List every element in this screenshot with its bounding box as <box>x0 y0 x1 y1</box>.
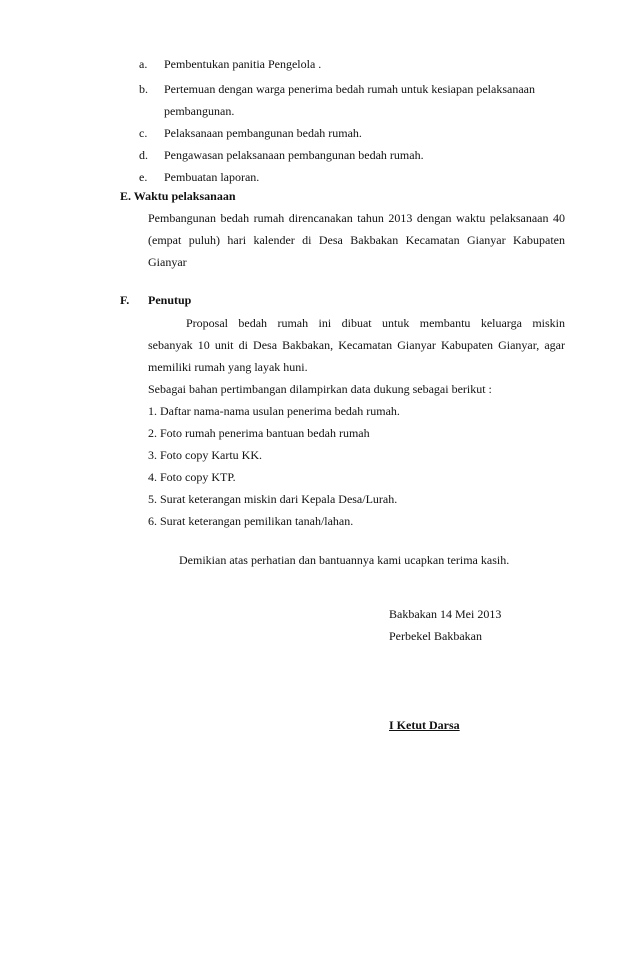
section-e-heading: E. Waktu pelaksanaan <box>120 189 236 203</box>
attachment-item-6: 6. Surat keterangan pemilikan tanah/lahan. <box>148 514 354 528</box>
list-marker-c: c. <box>139 126 148 140</box>
attachment-item-5: 5. Surat keterangan miskin dari Kepala Desa/Lurah. <box>148 492 398 506</box>
list-marker-d: d. <box>139 148 148 162</box>
section-e-line-3: Gianyar <box>148 255 187 269</box>
attachment-item-3: 3. Foto copy Kartu KK. <box>148 448 262 462</box>
signatory-name: I Ketut Darsa <box>389 718 460 732</box>
list-marker-b: b. <box>139 82 148 96</box>
list-marker-e: e. <box>139 170 148 184</box>
list-item-e: Pembuatan laporan. <box>164 170 260 184</box>
section-e-line-2: (empat puluh) hari kalender di Desa Bakbakan Kecamatan Gianyar Kabupaten <box>148 233 565 247</box>
list-item-d: Pengawasan pelaksanaan pembangunan bedah rumah. <box>164 148 424 162</box>
closing-statement: Demikian atas perhatian dan bantuannya kami ucapkan terima kasih. <box>179 553 510 567</box>
section-f-line-4: Sebagai bahan pertimbangan dilampirkan data dukung sebagai berikut : <box>148 382 492 396</box>
list-item-a: Pembentukan panitia Pengelola . <box>164 57 322 71</box>
section-f-line-2: sebanyak 10 unit di Desa Bakbakan, Kecamatan Gianyar Kabupaten Gianyar, agar <box>148 338 565 352</box>
list-marker-a: a. <box>139 57 148 71</box>
section-f-line-1: Proposal bedah rumah ini dibuat untuk membantu keluarga miskin <box>186 316 565 330</box>
signatory-title: Perbekel Bakbakan <box>389 629 482 643</box>
section-f-line-3: memiliki rumah yang layak huni. <box>148 360 308 374</box>
attachment-item-2: 2. Foto rumah penerima bantuan bedah rumah <box>148 426 370 440</box>
section-f-heading: Penutup <box>148 293 192 307</box>
list-item-b: Pertemuan dengan warga penerima bedah rumah untuk kesiapan pelaksanaan <box>164 82 535 96</box>
attachment-item-1: 1. Daftar nama-nama usulan penerima bedah rumah. <box>148 404 400 418</box>
section-e-line-1: Pembangunan bedah rumah direncanakan tahun 2013 dengan waktu pelaksanaan 40 <box>148 211 565 225</box>
place-date: Bakbakan 14 Mei 2013 <box>389 607 502 621</box>
attachment-item-4: 4. Foto copy KTP. <box>148 470 236 484</box>
section-f-marker: F. <box>120 293 130 307</box>
list-item-b-continued: pembangunan. <box>164 104 235 118</box>
list-item-c: Pelaksanaan pembangunan bedah rumah. <box>164 126 362 140</box>
